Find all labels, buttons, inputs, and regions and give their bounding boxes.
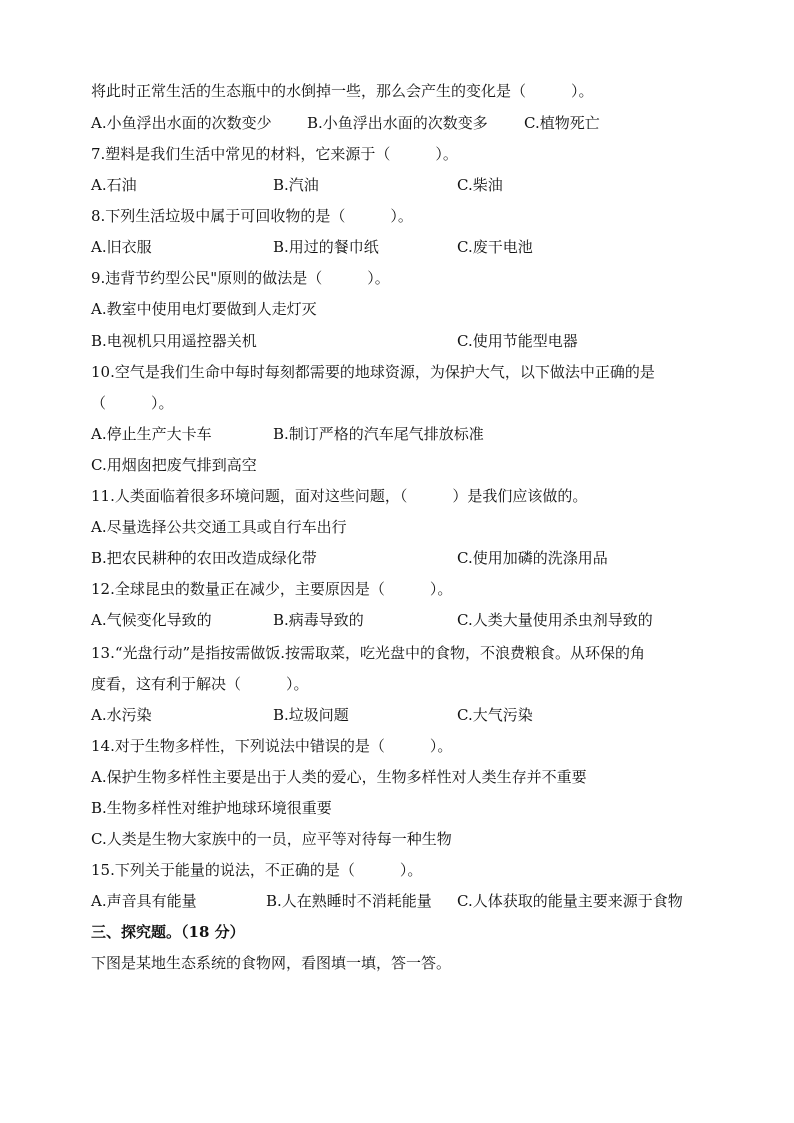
q15-option-a: A.声音具有能量	[91, 892, 197, 910]
q7-option-b: B.汽油	[273, 176, 319, 194]
q8-stem: 8.下列生活垃圾中属于可回收物的是（ ）。	[91, 207, 413, 225]
q10-option-c: C.用烟囱把废气排到高空	[91, 456, 257, 474]
q10-stem-line2: （ ）。	[91, 394, 174, 412]
q10-option-a: A.停止生产大卡车	[91, 425, 212, 443]
q7-stem: 7.塑料是我们生活中常见的材料，它来源于（ ）。	[91, 145, 458, 163]
q14-stem: 14.对于生物多样性，下列说法中错误的是（ ）。	[91, 737, 453, 755]
q11-option-c: C.使用加磷的洗涤用品	[457, 549, 608, 567]
q8-option-a: A.旧衣服	[91, 238, 152, 256]
q6-option-b: B.小鱼浮出水面的次数变多	[307, 114, 488, 132]
q11-option-b: B.把农民耕种的农田改造成绿化带	[91, 549, 317, 567]
q15-option-c: C.人体获取的能量主要来源于食物	[457, 892, 683, 910]
q13-stem-line2: 度看，这有利于解决（ ）。	[91, 675, 309, 693]
q13-option-c: C.大气污染	[457, 706, 533, 724]
q6-option-a: A.小鱼浮出水面的次数变少	[91, 114, 272, 132]
q9-option-a: A.教室中使用电灯要做到人走灯灭	[91, 300, 317, 318]
q6-stem: 将此时正常生活的生态瓶中的水倒掉一些，那么会产生的变化是（ ）。	[91, 82, 594, 100]
q10-stem-line1: 10.空气是我们生命中每时每刻都需要的地球资源，为保护大气，以下做法中正确的是	[91, 363, 655, 381]
q7-option-c: C.柴油	[457, 176, 503, 194]
q11-option-a: A.尽量选择公共交通工具或自行车出行	[91, 518, 347, 536]
section-3-intro: 下图是某地生态系统的食物网，看图填一填，答一答。	[91, 954, 452, 972]
q8-option-b: B.用过的餐巾纸	[273, 238, 379, 256]
q15-stem: 15.下列关于能量的说法，不正确的是（ ）。	[91, 861, 423, 879]
q9-option-b: B.电视机只用遥控器关机	[91, 332, 257, 350]
q12-option-a: A.气候变化导致的	[91, 611, 212, 629]
q12-option-b: B.病毒导致的	[273, 611, 364, 629]
q9-option-c: C.使用节能型电器	[457, 332, 578, 350]
section-3-title: 三、探究题。（18 分）	[91, 923, 245, 941]
q14-option-a: A.保护生物多样性主要是出于人类的爱心，生物多样性对人类生存并不重要	[91, 768, 587, 786]
q6-option-c: C.植物死亡	[524, 114, 600, 132]
q12-stem: 12.全球昆虫的数量正在减少，主要原因是（ ）。	[91, 580, 453, 598]
q14-option-c: C.人类是生物大家族中的一员，应平等对待每一种生物	[91, 830, 452, 848]
q13-option-a: A.水污染	[91, 706, 152, 724]
q7-option-a: A.石油	[91, 176, 137, 194]
q8-option-c: C.废干电池	[457, 238, 533, 256]
q13-stem-line1: 13.“光盘行动”是指按需做饭.按需取菜，吃光盘中的食物，不浪费粮食。从环保的角	[91, 644, 645, 662]
q14-option-b: B.生物多样性对维护地球环境很重要	[91, 799, 332, 817]
q15-option-b: B.人在熟睡时不消耗能量	[266, 892, 432, 910]
q13-option-b: B.垃圾问题	[273, 706, 349, 724]
q12-option-c: C.人类大量使用杀虫剂导致的	[457, 611, 653, 629]
q10-option-b: B.制订严格的汽车尾气排放标准	[273, 425, 484, 443]
q11-stem: 11.人类面临着很多环境问题，面对这些问题，（ ）是我们应该做的。	[91, 487, 588, 505]
q9-stem: 9.违背节约型公民"原则的做法是（ ）。	[91, 269, 390, 287]
